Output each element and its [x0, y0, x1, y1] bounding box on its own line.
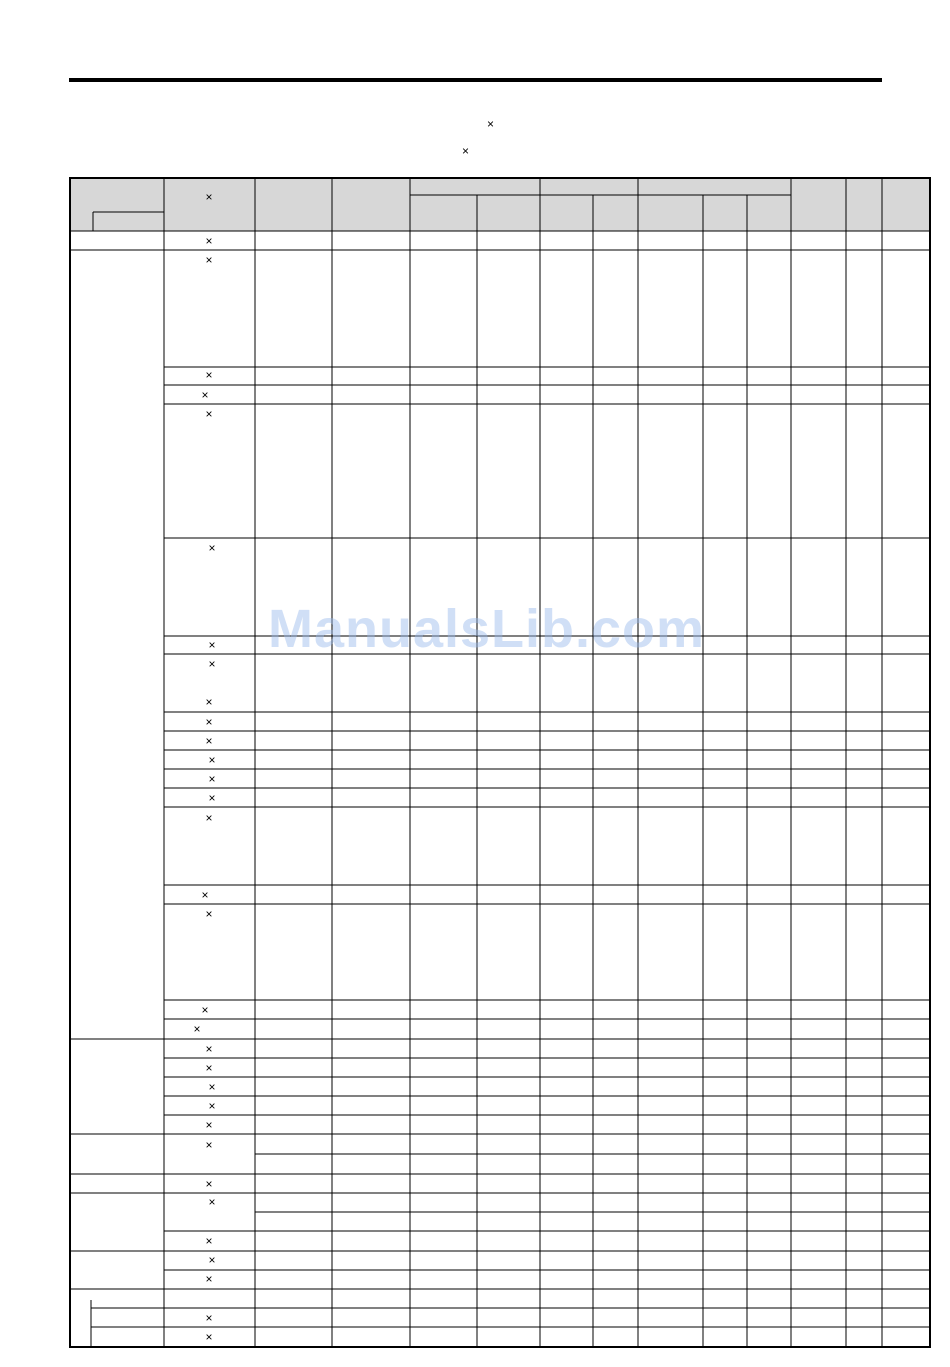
size-times-mark: × [208, 1253, 216, 1267]
size-times-mark: × [205, 695, 213, 709]
size-times-mark: × [208, 1080, 216, 1094]
size-times-mark: × [201, 888, 209, 902]
size-times-mark: × [205, 734, 213, 748]
size-times-mark: × [205, 907, 213, 921]
size-times-mark: × [205, 1042, 213, 1056]
size-times-mark: × [205, 1272, 213, 1286]
size-times-mark: × [205, 1177, 213, 1191]
size-times-mark: × [205, 407, 213, 421]
size-times-mark: × [208, 1099, 216, 1113]
size-times-mark: × [208, 791, 216, 805]
size-times-mark: × [208, 753, 216, 767]
size-times-mark: × [205, 368, 213, 382]
size-times-mark: × [208, 638, 216, 652]
size-times-mark: × [205, 1061, 213, 1075]
size-times-mark: × [205, 715, 213, 729]
size-times-mark: × [208, 772, 216, 786]
size-times-mark: × [205, 1330, 213, 1344]
header-size-times: × [205, 190, 213, 204]
size-times-mark: × [205, 1138, 213, 1152]
size-times-mark: × [208, 541, 216, 555]
size-times-mark: × [201, 1003, 209, 1017]
watermark: ManualsLib.com [268, 599, 706, 659]
size-times-mark: × [205, 811, 213, 825]
size-times-mark: × [205, 253, 213, 267]
size-times-mark: × [205, 1118, 213, 1132]
size-times-mark: × [208, 657, 216, 671]
size-times-mark: × [205, 1234, 213, 1248]
size-times-mark: × [193, 1022, 201, 1036]
size-times-mark: × [205, 1311, 213, 1325]
size-times-mark: × [201, 388, 209, 402]
intro-line2-times: × [462, 144, 470, 158]
size-times-mark: × [208, 1195, 216, 1209]
intro-line1-times: × [487, 117, 495, 131]
size-times-mark: × [205, 234, 213, 248]
